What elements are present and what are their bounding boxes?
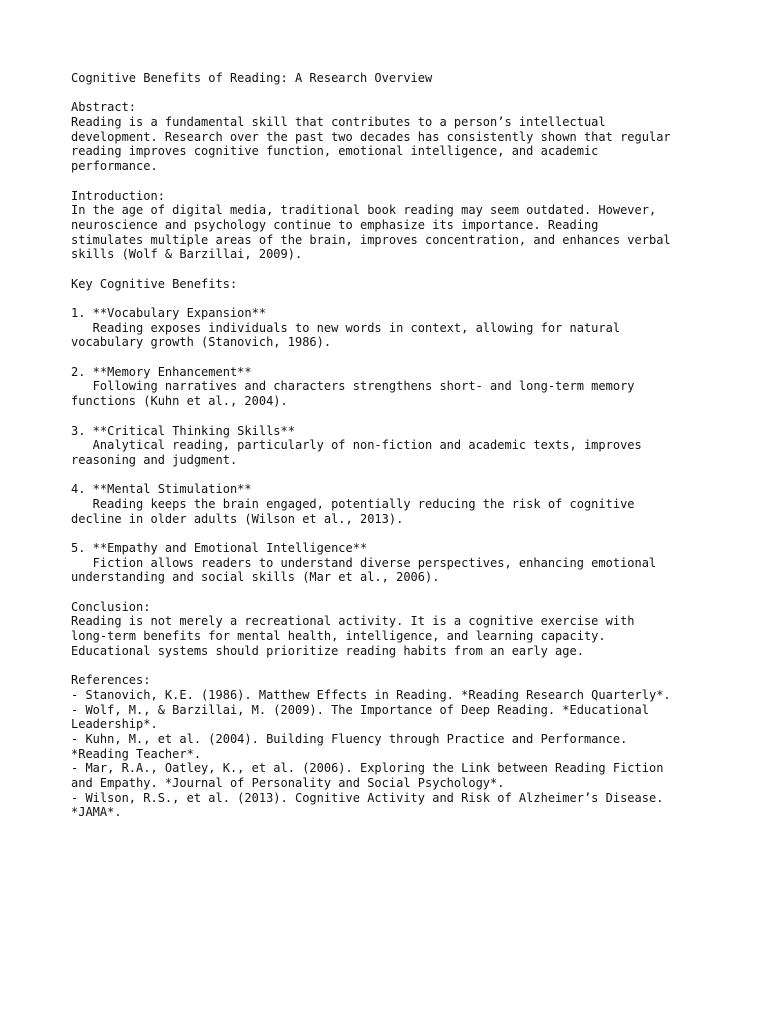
text-line: Reading is not merely a recreational activity. It is a cognitive exercise with bbox=[71, 614, 635, 629]
text-line: and Empathy. *Journal of Personality and Social Psychology*. bbox=[71, 776, 505, 790]
text-line: *Reading Teacher*. bbox=[71, 746, 202, 761]
reference-entry: - Wolf, M., & Barzillai, M. (2009). The Importance of Deep Reading. *Educational bbox=[71, 702, 649, 717]
document-title: Cognitive Benefits of Reading: A Research Overview bbox=[71, 71, 433, 85]
text-line: stimulates multiple areas of the brain, improves concentration, and enhances verbal bbox=[71, 232, 671, 247]
text-line: Reading keeps the brain engaged, potentially reducing the risk of cognitive bbox=[71, 496, 635, 511]
text-line: Educational systems should prioritize reading habits from an early age. bbox=[71, 643, 584, 658]
text-line: functions (Kuhn et al., 2004). bbox=[71, 394, 288, 409]
text-line: Leadership*. bbox=[71, 717, 158, 732]
text-line: development. Research over the past two decades has consistently shown that regular bbox=[71, 129, 671, 144]
list-item-heading: 3. **Critical Thinking Skills** bbox=[71, 423, 295, 438]
section-heading: References: bbox=[71, 673, 151, 688]
text-line: Fiction allows readers to understand diverse perspectives, enhancing emotional bbox=[71, 555, 657, 570]
text-line: understanding and social skills (Mar et al., 2006). bbox=[71, 570, 440, 585]
text-line: Reading exposes individuals to new words in context, allowing for natural bbox=[71, 320, 621, 335]
blank-line bbox=[71, 174, 731, 189]
reference-entry: - Stanovich, K.E. (1986). Matthew Effects in Reading. *Reading Research Quarterly*. bbox=[71, 687, 671, 702]
blank-line bbox=[71, 585, 731, 600]
list-item-heading: 5. **Empathy and Emotional Intelligence** bbox=[71, 541, 368, 555]
text-line: long-term benefits for mental health, intelligence, and learning capacity. bbox=[71, 629, 606, 644]
section-heading: Conclusion: bbox=[71, 599, 151, 614]
list-item-heading: 2. **Memory Enhancement** bbox=[71, 364, 252, 379]
blank-line bbox=[71, 526, 731, 541]
document-page bbox=[71, 71, 731, 820]
text-line: reading improves cognitive function, emotional intelligence, and academic bbox=[71, 144, 599, 159]
blank-line bbox=[71, 86, 731, 101]
text-line: Reading is a fundamental skill that contributes to a person’s intellectual bbox=[71, 115, 606, 130]
section-heading: Key Cognitive Benefits: bbox=[71, 276, 238, 291]
text-line: skills (Wolf & Barzillai, 2009). bbox=[71, 247, 303, 262]
text-line: In the age of digital media, traditional book reading may seem outdated. However, bbox=[71, 203, 657, 218]
list-item-heading: 4. **Mental Stimulation** bbox=[71, 482, 252, 497]
reference-entry: - Kuhn, M., et al. (2004). Building Fluency through Practice and Performance. bbox=[71, 731, 628, 746]
reference-entry: - Wilson, R.S., et al. (2013). Cognitive Activity and Risk of Alzheimer’s Disease. bbox=[71, 790, 664, 805]
blank-line bbox=[71, 659, 731, 674]
text-line: neuroscience and psychology continue to emphasize its importance. Reading bbox=[71, 217, 599, 232]
list-item-heading: 1. **Vocabulary Expansion** bbox=[71, 306, 267, 320]
blank-line bbox=[71, 468, 731, 483]
reference-entry: - Mar, R.A., Oatley, K., et al. (2006). Exploring the Link between Reading Fiction bbox=[71, 761, 664, 776]
text-line: Following narratives and characters strengthens short- and long-term memory bbox=[71, 379, 635, 394]
section-heading: Introduction: bbox=[71, 188, 165, 203]
blank-line bbox=[71, 409, 731, 424]
text-line: performance. bbox=[71, 159, 158, 174]
text-line: reasoning and judgment. bbox=[71, 452, 238, 467]
text-line: decline in older adults (Wilson et al., 2013). bbox=[71, 511, 404, 526]
blank-line bbox=[71, 350, 731, 365]
text-line: vocabulary growth (Stanovich, 1986). bbox=[71, 335, 332, 350]
section-heading: Abstract: bbox=[71, 100, 137, 115]
text-line: *JAMA*. bbox=[71, 805, 122, 820]
text-line: Analytical reading, particularly of non-fiction and academic texts, improves bbox=[71, 438, 642, 453]
blank-line bbox=[71, 291, 731, 306]
blank-line bbox=[71, 262, 731, 277]
